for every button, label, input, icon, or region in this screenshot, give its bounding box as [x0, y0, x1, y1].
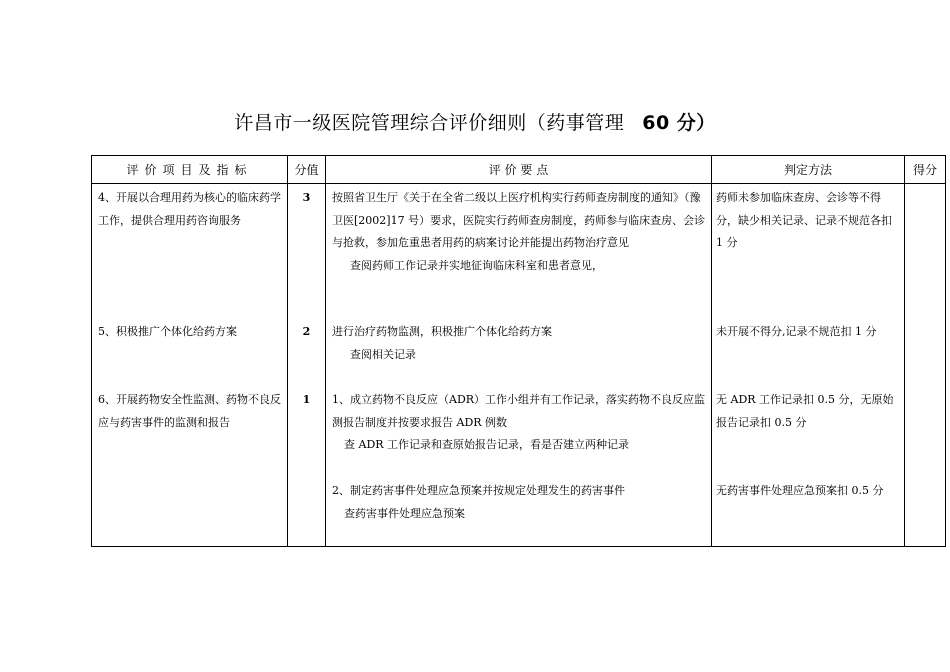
point-text: 按照省卫生厅《关于在全省二级以上医疗机构实行药师查房制度的通知》（豫卫医[2002]17 号）要求，医院实行药师查房制度，药师参与临床查房、会诊与抢救，参加危重患者用药的病案讨论并能提出药物治疗意见: [332, 191, 706, 249]
points-4: [332, 187, 707, 321]
header-score: 分值: [288, 156, 326, 184]
page-title: [0, 108, 950, 135]
method-cell: [712, 184, 905, 547]
point-text: 1、成立药物不良反应（ADR）工作小组并有工作记录，落实药物不良反应监测报告制度并按要求报告 ADR 例数: [332, 393, 706, 429]
method-4: 药师未参加临床查房、会诊等不得分，缺少相关记录、记录不规范各扣 1 分: [716, 191, 892, 249]
point-text: 进行治疗药物监测，积极推广个体化给药方案: [332, 325, 552, 338]
points-5: [332, 321, 707, 389]
title-main: 许昌市一级医院管理综合评价细则（药事管理: [234, 112, 625, 134]
indicator-6: 6、开展药物安全性监测、药物不良反应与药害事件的监测和报告: [98, 393, 281, 429]
score-4: 3: [302, 191, 311, 204]
header-points: 评 价 要 点: [326, 156, 712, 184]
method-5: 未开展不得分,记录不规范扣 1 分: [716, 325, 877, 338]
indicator-cell: [92, 184, 288, 547]
points-6: [332, 389, 707, 525]
score-6: 1: [302, 393, 311, 406]
evaluation-table: [91, 155, 946, 547]
method-6a: 无 ADR 工作记录扣 0.5 分，无原始报告记录扣 0.5 分: [716, 393, 894, 429]
point-text: 2、制定药害事件处理应急预案并按规定处理发生的药害事件: [332, 484, 625, 497]
points-cell: [326, 184, 712, 547]
score-5: 2: [302, 325, 311, 338]
header-method: 判定方法: [712, 156, 905, 184]
check-text: 查药害事件处理应急预案: [344, 506, 465, 520]
check-text: 查阅相关记录: [350, 347, 416, 361]
table-row: [92, 184, 946, 547]
check-text: 查阅药师工作记录并实地征询临床科室和患者意见，: [350, 258, 603, 272]
method-6b: 无药害事件处理应急预案扣 0.5 分: [716, 484, 884, 497]
score-cell: [288, 184, 326, 547]
header-row: [92, 156, 946, 184]
header-indicator: 评价项目及指标: [92, 156, 288, 184]
check-text: 查 ADR 工作记录和查原始报告记录，看是否建立两种记录: [344, 438, 630, 451]
indicator-5: 5、积极推广个体化给药方案: [98, 325, 237, 338]
result-cell[interactable]: [905, 184, 946, 547]
header-result: 得分: [905, 156, 946, 184]
title-score: 60 分）: [642, 112, 716, 134]
indicator-4: 4、开展以合理用药为核心的临床药学工作，提供合理用药咨询服务: [98, 191, 281, 227]
